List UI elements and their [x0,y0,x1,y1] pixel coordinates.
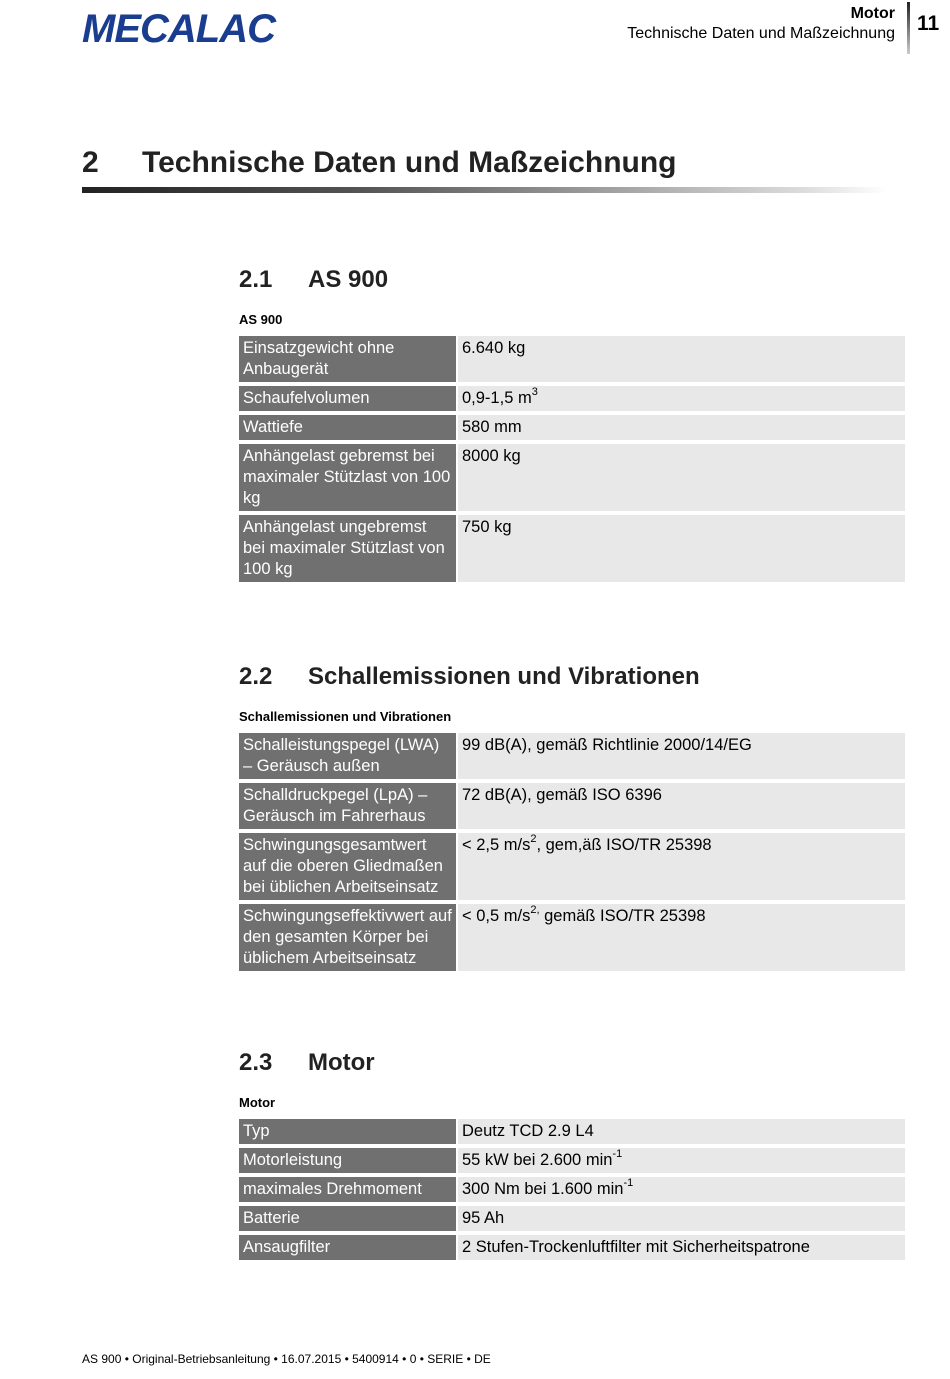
spec-value [458,833,905,900]
spec-label: Anhängelast gebremst bei maximaler Stützlast von 100 kg [239,444,456,511]
chapter-number: 2 [82,146,99,179]
spec-value [458,1148,905,1173]
mecalac-logo [82,4,287,57]
section-as-900 [239,266,905,586]
spec-value-superscript: -1 [612,1147,623,1160]
footer: AS 900 • Original-Betriebsanleitung • 16.07.2015 • 5400914 • 0 • SERIE • DE [82,1352,491,1366]
spec-value-suffix: , gem,äß ISO/TR 25398 [536,836,712,854]
spec-value-suffix: gemäß ISO/TR 25398 [539,907,706,925]
table-row [239,783,905,829]
section-title-text: Schallemissionen und Vibrationen [308,663,700,690]
spec-value-text: 8000 kg [462,447,521,465]
table-caption: Motor [239,1095,276,1110]
spec-value-text: 72 dB(A), gemäß ISO 6396 [462,786,662,804]
header-section-name: Motor [850,5,895,22]
spec-label: Typ [239,1119,456,1144]
spec-value-superscript: 2, [530,903,540,916]
section-schallemissionen [239,663,905,975]
spec-label: Schaufelvolumen [239,386,456,411]
spec-label: Einsatzgewicht ohne Anbaugerät [239,336,456,382]
table-row [239,415,905,440]
table-caption: AS 900 [239,312,283,327]
spec-value [458,1235,905,1260]
spec-label: Anhängelast ungebremst bei maximaler Stützlast von 100 kg [239,515,456,582]
spec-label: Schalldruckpegel (LpA) – Geräusch im Fahrerhaus [239,783,456,829]
header-chapter-name: Technische Daten und Maßzeichnung [627,25,895,42]
spec-value-text: < 2,5 m/s [462,836,531,854]
chapter-rule [82,187,887,193]
table-row [239,733,905,779]
spec-table [237,729,907,975]
spec-value [458,904,905,971]
table-row [239,1235,905,1260]
table-row [239,336,905,382]
spec-value-text: 6.640 kg [462,339,526,357]
spec-value-text: < 0,5 m/s [462,907,531,925]
spec-value [458,415,905,440]
section-motor [239,1049,905,1264]
table-row [239,1177,905,1202]
spec-value [458,783,905,829]
spec-value-text: 2 Stufen-Trockenluftfilter mit Sicherheitspatrone [462,1238,810,1256]
chapter-title-text: Technische Daten und Maßzeichnung [142,146,677,179]
spec-label: Batterie [239,1206,456,1231]
spec-value [458,336,905,382]
spec-value [458,1206,905,1231]
table-row [239,515,905,582]
spec-label: Schwingungseffektivwert auf den gesamten Körper bei üblichem Arbeitseinsatz [239,904,456,971]
spec-label: Schwingungsgesamtwert auf die oberen Gliedmaßen bei üblichen Arbeitseinsatz [239,833,456,900]
spec-value-text: 300 Nm bei 1.600 min [462,1180,624,1198]
spec-label: Motorleistung [239,1148,456,1173]
section-title-text: Motor [308,1049,375,1076]
table-row [239,1206,905,1231]
spec-value [458,733,905,779]
spec-table [237,332,907,586]
chapter-title [82,146,677,180]
table-row [239,1119,905,1144]
table-row [239,444,905,511]
section-title [239,266,905,300]
section-title [239,663,905,697]
table-row [239,386,905,411]
running-header [627,4,895,44]
spec-value-text: 99 dB(A), gemäß Richtlinie 2000/14/EG [462,736,752,754]
section-title-text: AS 900 [308,266,389,293]
section-number: 2.2 [239,663,273,690]
logo-wordmark: MECALAC [82,7,275,51]
spec-value-text: 750 kg [462,518,512,536]
spec-table [237,1115,907,1264]
page-number: 11 [917,12,940,35]
table-row [239,1148,905,1173]
table-row [239,833,905,900]
spec-label: Wattiefe [239,415,456,440]
spec-label: Schalleistungspegel (LWA) – Geräusch außen [239,733,456,779]
table-row [239,904,905,971]
spec-value-text: Deutz TCD 2.9 L4 [462,1122,594,1140]
spec-value-superscript: 3 [531,385,538,398]
spec-value [458,1119,905,1144]
spec-value [458,386,905,411]
spec-value-text: 580 mm [462,418,522,436]
section-title [239,1049,905,1083]
spec-value-text: 95 Ah [462,1209,505,1227]
spec-value-text: 55 kW bei 2.600 min [462,1151,613,1169]
spec-value-superscript: -1 [623,1176,634,1189]
section-number: 2.3 [239,1049,273,1076]
spec-label: maximales Drehmoment [239,1177,456,1202]
spec-label: Ansaugfilter [239,1235,456,1260]
spec-value-superscript: 2 [530,832,537,845]
header-divider [907,2,910,54]
spec-value [458,444,905,511]
spec-value [458,515,905,582]
spec-value-text: 0,9-1,5 m [462,389,532,407]
section-number: 2.1 [239,266,273,293]
table-caption: Schallemissionen und Vibrationen [239,709,452,724]
spec-value [458,1177,905,1202]
